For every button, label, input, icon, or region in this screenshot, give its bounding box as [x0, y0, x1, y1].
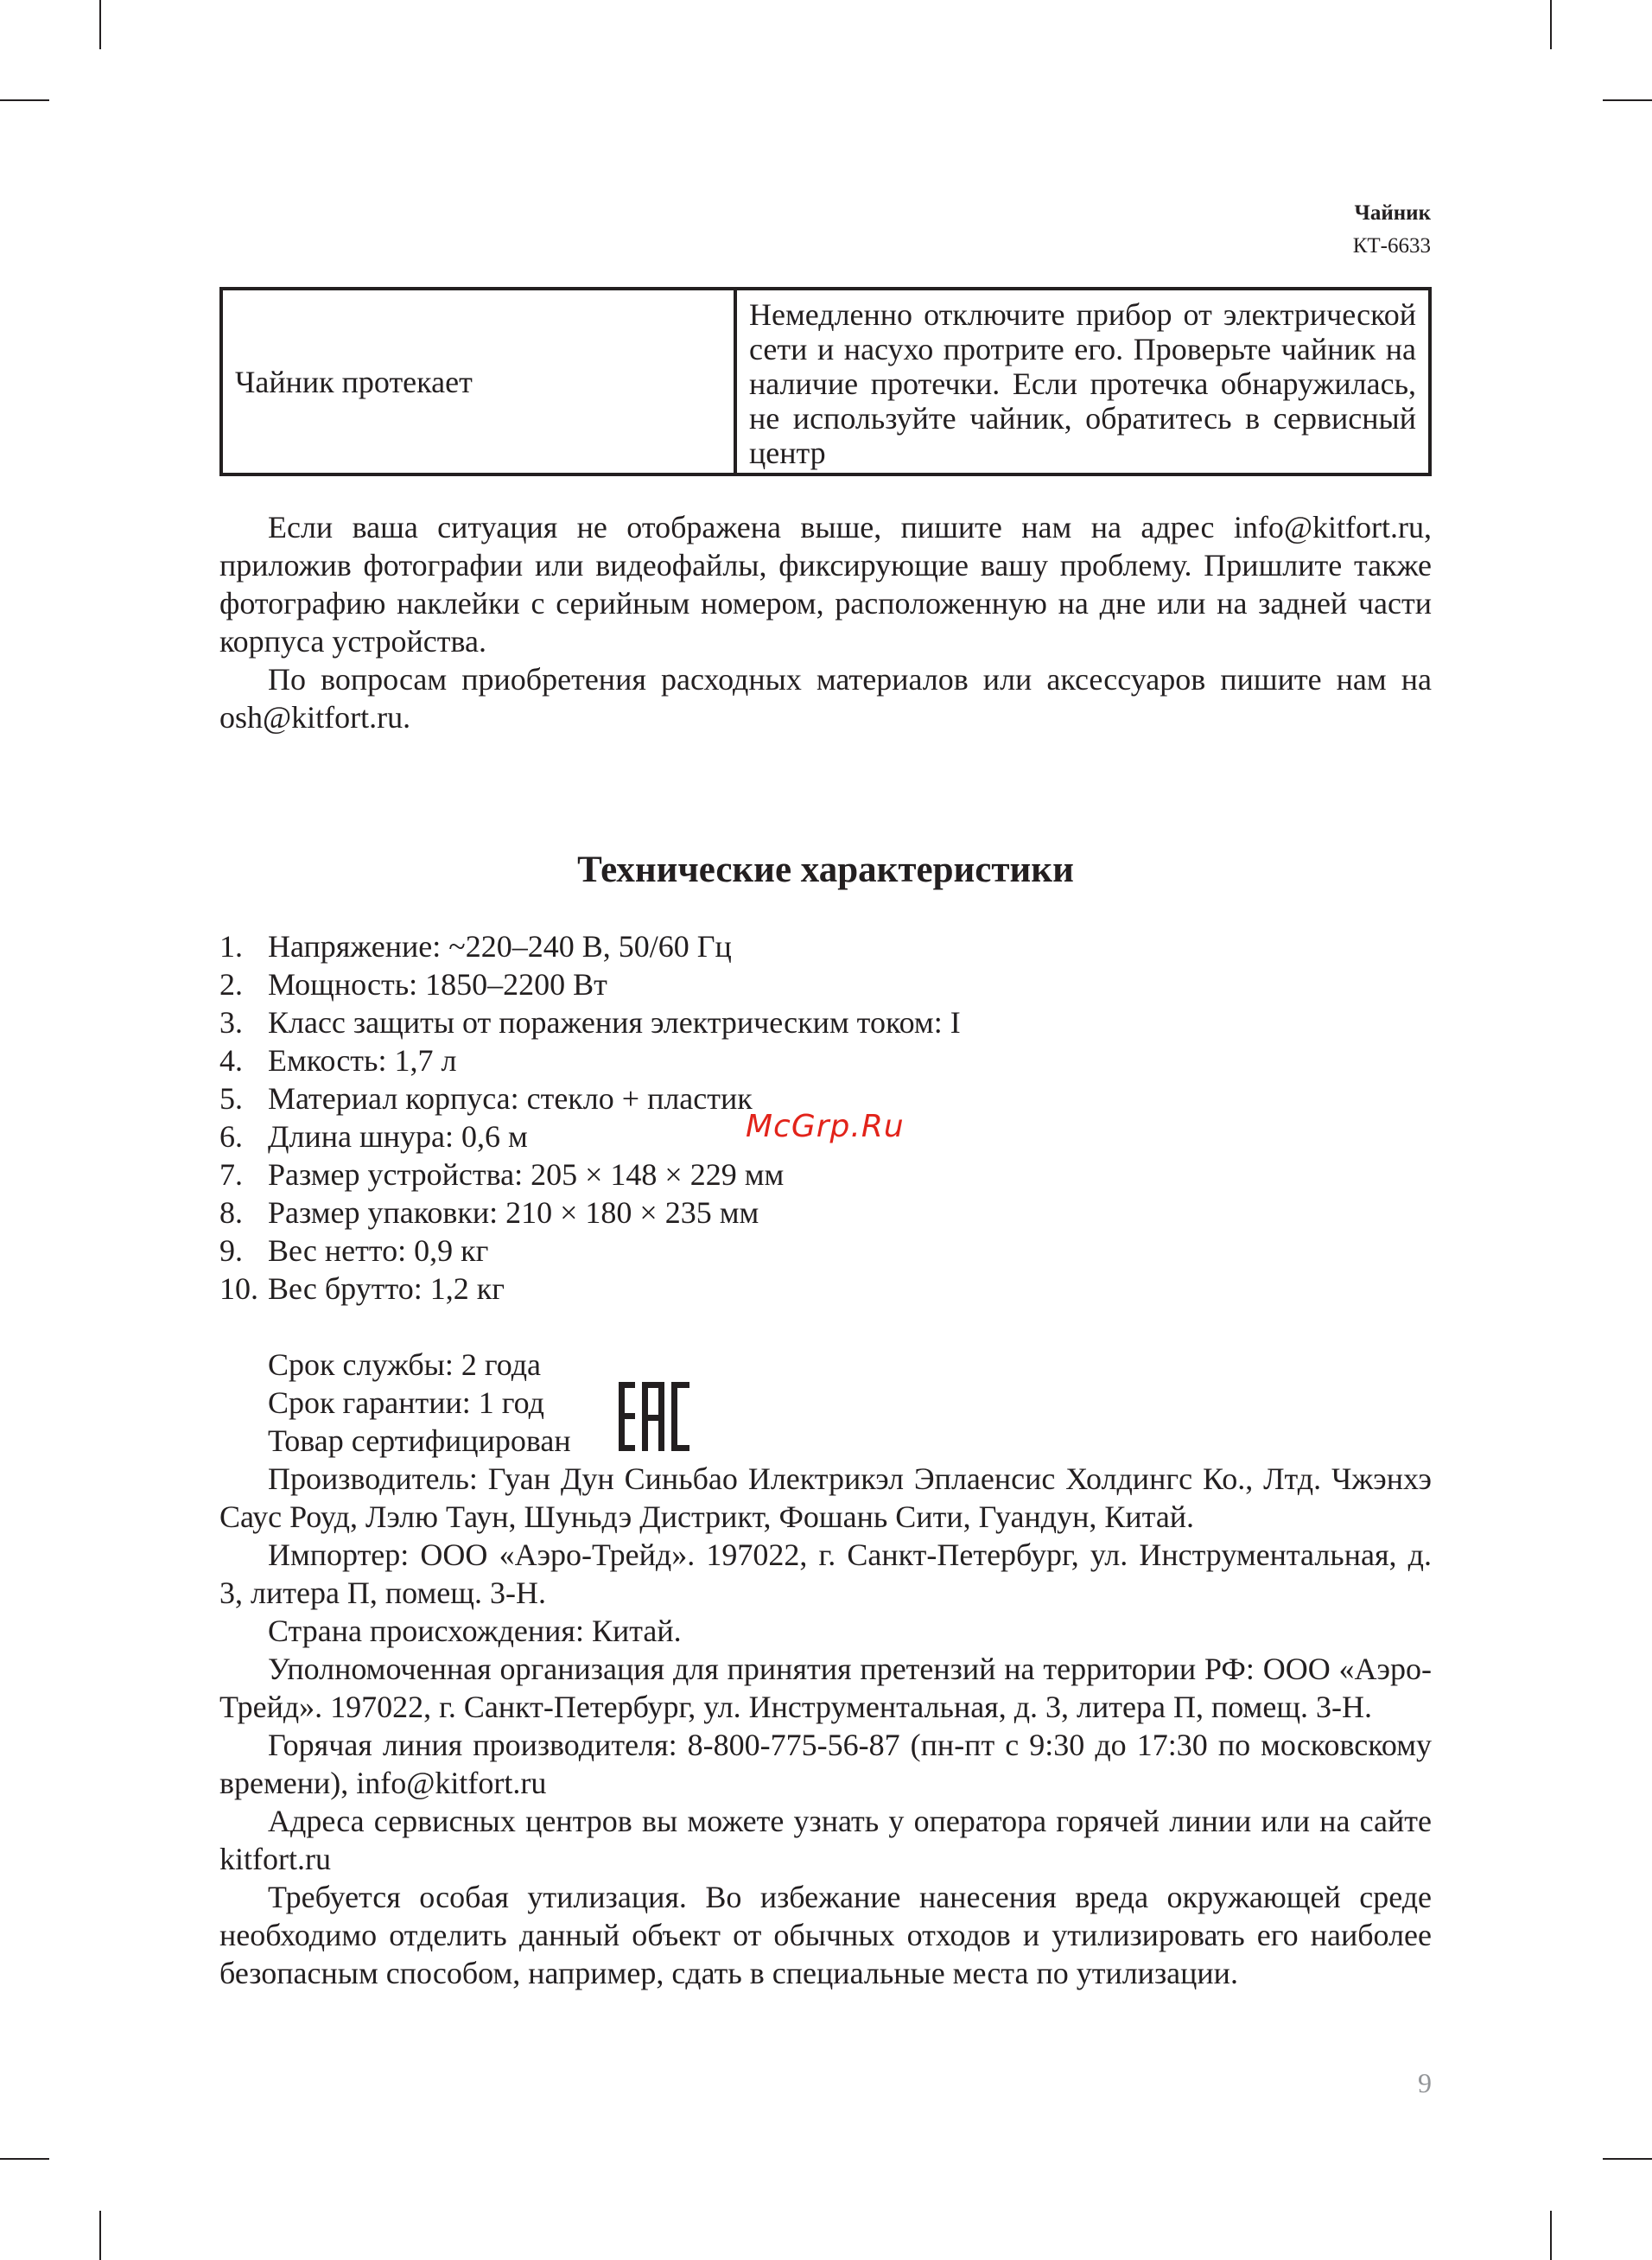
item-number: 8. [219, 1195, 243, 1230]
disposal-paragraph: Требуется особая утилизация. Во избежание нанесения вреда окружающей среде необходимо отделить данный объект от обычных отходов и утилизировать его наиболее безопасным способом, например, сдать в специальные места по утилизации. [219, 1880, 1432, 1990]
crop-mark [99, 2211, 101, 2260]
item-text: Емкость: 1,7 л [268, 1043, 457, 1078]
list-item [219, 1232, 961, 1270]
crop-mark [0, 2158, 49, 2160]
list-item [219, 1194, 961, 1232]
troubleshooting-table [219, 287, 1432, 476]
crop-mark [1603, 99, 1652, 101]
item-text: Класс защиты от поражения электрическим током: I [268, 1005, 961, 1040]
service-centers-paragraph: Адреса сервисных центров вы можете узнать у оператора горячей линии или на сайте kitfort.ru [219, 1804, 1432, 1876]
table-row [221, 289, 1430, 474]
item-text: Напряжение: ~220–240 В, 50/60 Гц [268, 929, 732, 964]
contact-paragraph: Если ваша ситуация не отображена выше, пишите нам на адрес info@kitfort.ru, приложив фотографии или видеофайлы, фиксирующие вашу проблему. Пришлите также фотографию наклейки с серийным номером, расположенную на дне или на задней части корпуса устройства. [219, 510, 1432, 659]
item-text: Размер устройства: 205 × 148 × 229 мм [268, 1157, 785, 1192]
list-item [219, 927, 961, 965]
hotline-paragraph: Горячая линия производителя: 8-800-775-56-87 (пн-пт с 9:30 до 17:30 по московскому времени), info@kitfort.ru [219, 1728, 1432, 1800]
item-number: 3. [219, 1005, 243, 1040]
watermark-link[interactable]: McGrp.Ru [746, 1109, 905, 1144]
list-item [219, 965, 961, 1003]
item-number: 10. [219, 1271, 258, 1306]
crop-mark [0, 99, 49, 101]
crop-mark [1550, 0, 1552, 49]
list-item [219, 1041, 961, 1079]
item-number: 9. [219, 1233, 243, 1268]
item-text: Мощность: 1850–2200 Вт [268, 967, 607, 1002]
section-title: Технические характеристики [577, 850, 1074, 890]
page-number: 9 [1418, 2067, 1432, 2098]
item-number: 1. [219, 929, 243, 964]
item-text: Вес брутто: 1,2 кг [268, 1271, 505, 1306]
running-header [1353, 197, 1431, 263]
origin-paragraph: Страна происхождения: Китай. [268, 1614, 682, 1648]
certification-note: Товар сертифицирован [268, 1423, 571, 1458]
eac-mark-icon [619, 1382, 691, 1455]
legal-section [219, 1460, 1432, 1992]
crop-mark [1603, 2158, 1652, 2160]
item-number: 6. [219, 1119, 243, 1154]
item-text: Длина шнура: 0,6 м [268, 1119, 528, 1154]
header-product: Чайник [1354, 201, 1431, 225]
importer-paragraph: Импортер: ООО «Аэро-Трейд». 197022, г. Санкт-Петербург, ул. Инструментальная, д. 3, литера П, помещ. 3-Н. [219, 1537, 1432, 1610]
item-text: Размер упаковки: 210 × 180 × 235 мм [268, 1195, 759, 1230]
item-text: Материал корпуса: стекло + пластик [268, 1081, 753, 1116]
warranty-period: Срок гарантии: 1 год [268, 1385, 544, 1420]
list-item [219, 1155, 961, 1194]
item-number: 2. [219, 967, 243, 1002]
accessories-paragraph: По вопросам приобретения расходных материалов или аксессуаров пишите нам на osh@kitfort.ru. [219, 662, 1432, 735]
crop-mark [1550, 2211, 1552, 2260]
list-item [219, 1270, 961, 1308]
contact-section [219, 508, 1432, 736]
crop-mark [99, 0, 101, 49]
item-text: Вес нетто: 0,9 кг [268, 1233, 489, 1268]
service-info [268, 1346, 571, 1460]
service-life: Срок службы: 2 года [268, 1347, 542, 1382]
solution-cell: Немедленно отключите прибор от электрической сети и насухо протрите его. Проверьте чайник на наличие протечки. Если протечка обнаружилась, не используйте чайник, обратитесь в сервисный центр [735, 289, 1430, 474]
authorized-org-paragraph: Уполномоченная организация для принятия претензий на территории РФ: ООО «Аэро-Трейд». 197022, г. Санкт-Петербург, ул. Инструментальная, д. 3, литера П, помещ. 3-Н. [219, 1652, 1432, 1724]
item-number: 7. [219, 1157, 243, 1192]
list-item [219, 1003, 961, 1041]
header-model: КТ-6633 [1352, 234, 1431, 258]
item-number: 4. [219, 1043, 243, 1078]
item-number: 5. [219, 1081, 243, 1116]
manufacturer-paragraph: Производитель: Гуан Дун Синьбао Илектрикэл Эплаенсис Холдингс Ко., Лтд. Чжэнхэ Саус Роуд, Лэлю Таун, Шуньдэ Дистрикт, Фошань Сити, Гуандун, Китай. [219, 1461, 1432, 1534]
problem-cell: Чайник протекает [221, 289, 735, 474]
